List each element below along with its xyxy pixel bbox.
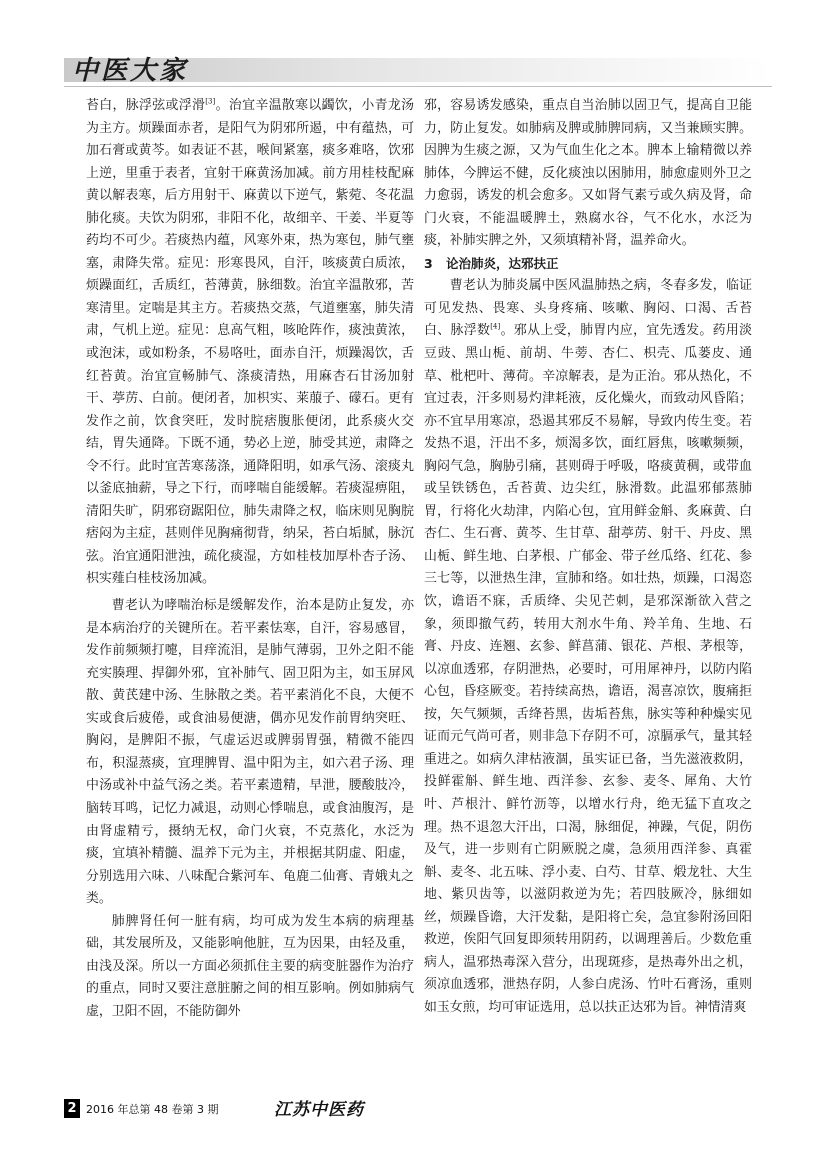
running-header — [64, 52, 772, 86]
paragraph: 苔白，脉浮弦或浮滑[3]。治宜辛温散寒以蠲饮，小青龙汤为主方。烦躁面赤者，是阳气为阴邪所遏，中有蕴热，可加石膏或黄芩。如表证不甚，喉间紧塞，痰多难咯，饮邪上逆，里重于表者，宜射干麻黄汤加减。前方用桂枝配麻黄以解表寒，后方用射干、麻黄以下逆气，紫菀、冬花温肺化痰。夫饮为阴邪，非阳不化，故细辛、干姜、半夏等药均不可少。若痰热内蕴，风寒外束，热为寒包，肺气壅塞，肃降失常。症见：形寒畏风，自汗，咳痰黄白质浓，烦躁面红，舌质红，苔薄黄，脉细数。治宜辛温散邪，苦寒清里。定喘是其主方。若痰热交蒸，气道壅塞，肺失清肃，气机上逆。症见：息高气粗，咳呛阵作，痰浊黄浓，或泡沫，或如粉条，不易咯吐，面赤自汗，烦躁渴饮，舌红苔黄。治宜宣畅肺气、涤痰清热，用麻杏石甘汤加射干、葶苈、白前。便闭者，加枳实、莱菔子、礞石。更有发作之前，饮食突旺，发时脘痞腹胀便闭，此系痰火交结，胃失通降。下既不通，势必上逆，肺受其逆，肃降之令不行。此时宜苦寒荡涤，通降阳明，如承气汤、滚痰丸以釜底抽薪，导之下行，而哮喘自能缓解。若痰湿痹阻，清阳失旷，阴邪窃踞阳位，肺失肃降之权，临床则见胸脘痞闷为主症，甚则伴见胸痛彻背，纳呆，苔白垢腻，脉沉弦。治宜通阳泄浊，疏化痰湿，方如桂枝加厚朴杏子汤、枳实薤白桂枝汤加减。 — [86, 97, 415, 587]
paragraph: 曹老认为哮喘治标是缓解发作，治本是防止复发，亦是本病治疗的关键所在。若平素怯寒，自汗，容易感冒，发作前频频打嚏，目痒流泪，是肺气薄弱，卫外之阳不能充实腠理、捍御外邪，宜补肺气、固卫阳为主，如玉屏风散、黄芪建中汤、生脉散之类。若平素消化不良，大便不实或食后疲倦，或食油易便溏，偶亦见发作前胃纳突旺、胸闷，是脾阳不振，气虚运迟或脾弱胃强，精微不能四布，积湿蒸痰，宜理脾胃、温中阳为主，如六君子汤、理中汤或补中益气汤之类。若平素遗精，早泄，腰酸肢冷，脑转耳鸣，记忆力减退，动则心悸喘息，或食油腹泻，是由肾虚精亏，摄纳无权，命门火衰，不克蒸化，水泛为痰，宜填补精髓、温养下元为主，并根据其阴虚、阳虚，分别选用六味、八味配合紫河车、龟鹿二仙膏、青娥丸之类。 — [86, 598, 414, 907]
left-column — [86, 95, 414, 1023]
section-number: 3 — [424, 255, 433, 271]
page-number: 2 — [64, 1099, 80, 1118]
column-title: 中医大家 — [72, 56, 189, 86]
section-title: 论治肺炎，达邪扶正 — [446, 255, 559, 271]
header-divider — [64, 86, 772, 87]
paragraph: 邪，容易诱发感染，重点自当治肺以固卫气，提高自卫能力，防止复发。如肺病及脾或肺脾同病，又当兼顾实脾。因脾为生痰之源，又为气血生化之本。脾本上输精微以养肺体，今脾运不健，反化痰浊以困肺用，肺愈虚则外卫之力愈弱，诱发的机会愈多。又如肾气素亏或久病及肾，命门火衰，不能温暖脾土，熟腐水谷，气不化水，水泛为痰，补肺实脾之外，又须填精补肾，温养命火。 — [424, 98, 752, 249]
citation-ref: [4] — [490, 323, 501, 332]
paragraph: 曹老认为肺炎属中医风温肺热之病，冬春多发，临证可见发热、畏寒、头身疼痛、咳嗽、胸闷、口渴、舌苔白、脉浮数[4]。邪从上受，肺胃内应，宜先透发。药用淡豆豉、黑山栀、前胡、牛蒡、杏仁、枳壳、瓜蒌皮、通草、枇杷叶、薄荷。辛凉解表，是为正治。邪从热化，不宜过表，汗多则易灼津耗液，反化燥火，而致动风昏陷；亦不宜早用寒凉，恐遏其邪反不易解，导致内传生变。若发热不退，汗出不多，烦渴多饮，面红唇焦，咳嗽频频，胸闷气急，胸胁引痛，甚则碍于呼吸，咯痰黄稠，或带血或呈铁锈色，舌苔黄、边尖红，脉滑数。此温邪郁蒸肺胃，行将化火劫津，内陷心包，宜用鲜金斛、炙麻黄、白杏仁、生石膏、黄芩、生甘草、甜葶苈、射干、丹皮、黑山栀、鲜生地、白茅根、广郁金、带子丝瓜络、红花、参三七等，以泄热生津，宣肺和络。如壮热，烦躁，口渴恣饮，谵语不寐，舌质绛、尖见芒刺，是邪深渐欲入营之象，须即撤气药，转用大剂水牛角、羚羊角、生地、石膏、丹皮、连翘、玄参、鲜菖蒲、银花、芦根、茅根等，以凉血透邪，存阴泄热，必要时，可用犀神丹，以防内陷心包，昏痉厥变。若持续高热，谵语，渴喜凉饮，腹痛拒按，矢气频频，舌绛苔黑，齿垢苔焦，脉实等种种燥实见证而元气尚可者，则非急下存阴不可，凉膈承气，量其轻重进之。如病久津枯液涸，虽实证已备，当先滋液救阴，投鲜霍斛、鲜生地、西洋参、玄参、麦冬、犀角、大竹叶、芦根汁、鲜竹沥等，以增水行舟，绝无猛下直攻之理。热不退忽大汗出，口渴，脉细促，神躁，气促，阴伤及气，进一步则有亡阴厥脱之虞，急须用西洋参、真霍斛、麦冬、北五味、浮小麦、白芍、甘草、煅龙牡、大生地、紫贝齿等，以滋阴救逆为先；若四肢厥冷，脉细如丝，烦躁昏谵，大汗发黏，是阳将亡矣，急宜参附汤回阳救逆，俟阳气回复即须转用阴药，以调理善后。少数危重病人，温邪热毒深入营分，出现斑疹，是热毒外出之机，须凉血透邪，泄热存阴，人参白虎汤、竹叶石膏汤，重则如玉女煎，均可审证选用，总以扶正达邪为旨。神情清爽 — [424, 278, 753, 1015]
citation-ref: [3] — [205, 97, 216, 106]
right-column — [424, 95, 752, 1019]
section-heading — [424, 253, 752, 276]
journal-logo: 江苏中医药 — [274, 1100, 364, 1120]
paragraph: 肺脾肾任何一脏有病，均可成为发生本病的病理基础，其发展所及，又能影响他脏，互为因果，由轻及重，由浅及深。所以一方面必须抓住主要的病变脏器作为治疗的重点，同时又要注意脏腑之间的相互影响。例如肺病气虚，卫阳不固，不能防御外 — [86, 913, 414, 1019]
page-footer — [64, 1097, 772, 1121]
issue-info: 2016 年总第 48 卷第 3 期 — [86, 1103, 219, 1116]
